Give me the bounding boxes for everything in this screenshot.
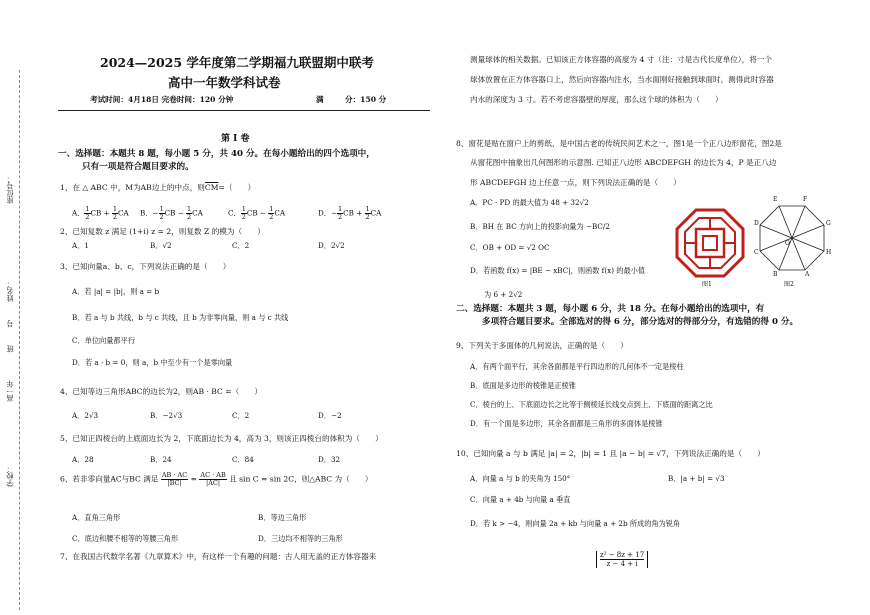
q11-fraction (596, 551, 648, 568)
octagon-shape (760, 206, 824, 270)
vertex-label-f: F (803, 196, 808, 203)
q6-option-b[interactable]: B．等边三角形 (258, 513, 307, 522)
q2-option-c[interactable]: C．2 (232, 241, 250, 250)
q1-option-d[interactable]: D．− $\frac{1}{2}$ CB + $\frac{1}{2}$ CA (318, 205, 382, 221)
q3-option-d[interactable]: D．若 a · b = 0，则 a，b 中至少有一个是零向量 (72, 358, 233, 367)
exam-subtitle: 高中一年数学科试卷 (168, 75, 281, 90)
q2-option-b[interactable]: B．√2 (150, 241, 172, 250)
q8-stem-1: 8、窗花是贴在窗户上的剪纸，是中国古老的传统民间艺术之一，图1是一个正八边形窗花，图2是 (456, 139, 782, 148)
q10-stem: 10、已知向量 a 与 b 满足 |a| = 2，|b| = 1 且 |a − b| = √7，下列说法正确的是（ ） (456, 449, 765, 458)
q6-option-a[interactable]: A．直角三角形 (72, 513, 121, 522)
name-label: 姓名： (5, 280, 14, 302)
vertex-label-h: H (826, 249, 832, 256)
q9-option-d[interactable]: D．有一个面是多边形，其余各面都是三角形的多面体是棱锥 (470, 419, 663, 428)
q3-stem: 3、已知向量a、b、c，下列说法正确的是（ ） (60, 262, 231, 271)
section2-line2: 多项符合题目要求。全部选对的得 6 分，部分选对的得部分分，有选错的得 0 分。 (482, 317, 799, 327)
q4-option-d[interactable]: D．−2 (318, 411, 342, 420)
part-heading: 第 Ⅰ 卷 (221, 134, 250, 144)
vertex-label-g: G (826, 220, 831, 227)
q4-option-a[interactable]: A．2√3 (72, 411, 99, 420)
q2-option-a[interactable]: A．1 (72, 241, 89, 250)
q2-stem: 2、已知复数 z 满足 (1+i) z = 2，则复数 Z 的模为（ ） (60, 227, 265, 236)
q3-option-a[interactable]: A．若 |a| = |b|，则 a = b (72, 287, 160, 296)
q6-option-c[interactable]: C．底边和腰不相等的等腰三角形 (72, 534, 179, 543)
q2-option-d[interactable]: D．2√2 (318, 241, 345, 250)
q5-option-b[interactable]: B．24 (150, 455, 172, 464)
vertex-label-c: C (754, 249, 759, 256)
full-mark-value: 分：150 分 (345, 95, 387, 104)
q1-stem: 1、在 △ ABC 中，M为AB边上的中点，则$\overline{CM}=$（ ） (60, 183, 256, 192)
octagon-diagram (752, 200, 832, 280)
q3-option-b[interactable]: B．若 a 与 b 共线，b 与 c 共线，且 b 为非零向量，则 a 与 c 共线 (72, 313, 289, 322)
vertex-label-o: O (785, 240, 790, 247)
q7-cont-3: 内水的深度为 3 寸。若不考虑容器壁的厚度，那么这个球的体积为（ ） (470, 95, 723, 104)
q5-option-a[interactable]: A．28 (72, 455, 94, 464)
q8-option-c[interactable]: C．OB + OD = √2 OC (470, 243, 550, 252)
q5-option-c[interactable]: C．84 (232, 455, 254, 464)
q4-option-b[interactable]: B．−2√3 (150, 411, 183, 420)
q7-cont-2: 球体放置在正方体容器口上，然后向容器内注水，当水面刚好接触到球面时，测得此时容器 (470, 75, 774, 84)
exam-title: 2024—2025 学年度第二学期福九联盟期中联考 (100, 55, 374, 70)
q5-stem: 5、已知正四棱台的上底面边长为 2，下底面边长为 4，高为 3，则该正四棱台的体积为（ ） (60, 434, 383, 443)
class-label: 班 (5, 345, 14, 353)
q6-option-d[interactable]: D．三边均不相等的三角形 (258, 534, 343, 543)
vertex-label-e: E (773, 196, 778, 203)
window-ornament-icon (677, 210, 743, 276)
q11-denominator: z − 4 + i (606, 560, 638, 568)
q10-option-a[interactable]: A．向量 a 与 b 的夹角为 150° (470, 474, 571, 483)
q10-option-b[interactable]: B．|a + b| = √3 (668, 474, 725, 483)
vertex-label-d: D (754, 220, 759, 227)
figure1-label: 图1 (702, 281, 712, 288)
section1-line2: 只有一项是符合题目要求的。 (82, 162, 194, 172)
q6-stem: 6、若非零向量AC与BC 满足 $\frac{AB \cdot AC}{|BC|}$ = $\frac{AC \cdot AB}{|AC|}$ 且 sin C = sin 2C，则△ABC 为（ ） (60, 471, 373, 487)
q9-option-b[interactable]: B．底面是多边形的棱锥是正棱锥 (470, 381, 576, 390)
q1-option-b[interactable]: B．− $\frac{1}{2}$ CB − $\frac{1}{2}$ CA (140, 205, 203, 221)
section1-line1: 一、选择题：本题共 8 题，每小题 5 分，共 40 分。在每小题给出的四个选项中， (58, 149, 375, 159)
q9-stem: 9、下列关于多面体的几何说法，正确的是（ ） (456, 341, 628, 350)
q3-option-c[interactable]: C．单位向量都平行 (72, 336, 136, 345)
figure2-label: 图2 (784, 281, 794, 288)
q8-option-a[interactable]: A．PC · PD 的最大值为 48 + 32√2 (470, 198, 589, 207)
q10-option-c[interactable]: C．向量 a + 4b 与向量 a 垂直 (470, 495, 571, 504)
full-mark-label: 满 (316, 95, 324, 104)
window-flower-figure (674, 207, 746, 279)
school-label: 学校： (5, 465, 14, 487)
q8-stem-2: 从窗花图中抽象出几何图形的示意图. 已知正八边形 ABCDEFGH 的边长为 4，P 是正八边 (470, 158, 777, 167)
q5-option-d[interactable]: D．32 (318, 455, 341, 464)
q8-option-b[interactable]: B．BH 在 BC 方向上的投影向量为 −BC/2 (470, 222, 610, 231)
vertex-label-a: A (805, 271, 810, 278)
q7-cont-1: 测量球体的相关数据。已知该正方体容器的高度为 4 寸（注：寸是古代长度单位），将一个 (470, 55, 773, 64)
q11-numerator: z² − 8z + 17 (600, 551, 645, 559)
q1-option-a[interactable]: A． $\frac{1}{2}$ CB + $\frac{1}{2}$ CA (72, 205, 129, 221)
q7-stem: 7、在我国古代数学名著《九章算术》中，有这样一个有趣的问题：古人用无盖的正方体容器来 (60, 552, 377, 561)
q4-stem: 4、已知等边三角形ABC的边长为2，则AB · BC =（ ） (60, 387, 262, 396)
section2-line1: 二、选择题：本题共 3 题，每小题 6 分，共 18 分。在每小题给出的选项中，有 (456, 304, 765, 314)
exam-time: 考试时间：4月18日 完卷时间：120 分钟 (90, 95, 234, 104)
q8-option-d-cont: 为 6 + 2√2 (484, 290, 523, 299)
header-rule (58, 110, 430, 111)
q8-option-d[interactable]: D．若函数 f(x) = |BE − xBC|，则函数 f(x) 的最小值 (470, 266, 646, 275)
vertex-label-b: B (773, 271, 778, 278)
q1-option-c[interactable]: C． $\frac{1}{2}$ CB − $\frac{1}{2}$ CA (228, 205, 286, 221)
binding-dashed-line (19, 70, 20, 610)
q8-stem-3: 形 ABCDEFGH 边上任意一点，则下列说法正确的是（ ） (470, 178, 681, 187)
q4-option-c[interactable]: C．2 (232, 411, 250, 420)
q9-option-a[interactable]: A．有两个面平行，其余各面都是平行四边形的几何体不一定是棱柱 (470, 362, 684, 371)
grade-label: 高一年 (5, 380, 14, 402)
number-label: 号 (5, 320, 14, 328)
seat-number-label: 座位号： (5, 175, 14, 204)
q9-option-c[interactable]: C．棱台的上、下底面边长之比等于侧棱延长线交点到上、下底面的距离之比 (470, 400, 713, 409)
q10-option-d[interactable]: D．若 k > −4，则向量 2a + kb 与向量 a + 2b 所成的角为锐角 (470, 519, 681, 528)
